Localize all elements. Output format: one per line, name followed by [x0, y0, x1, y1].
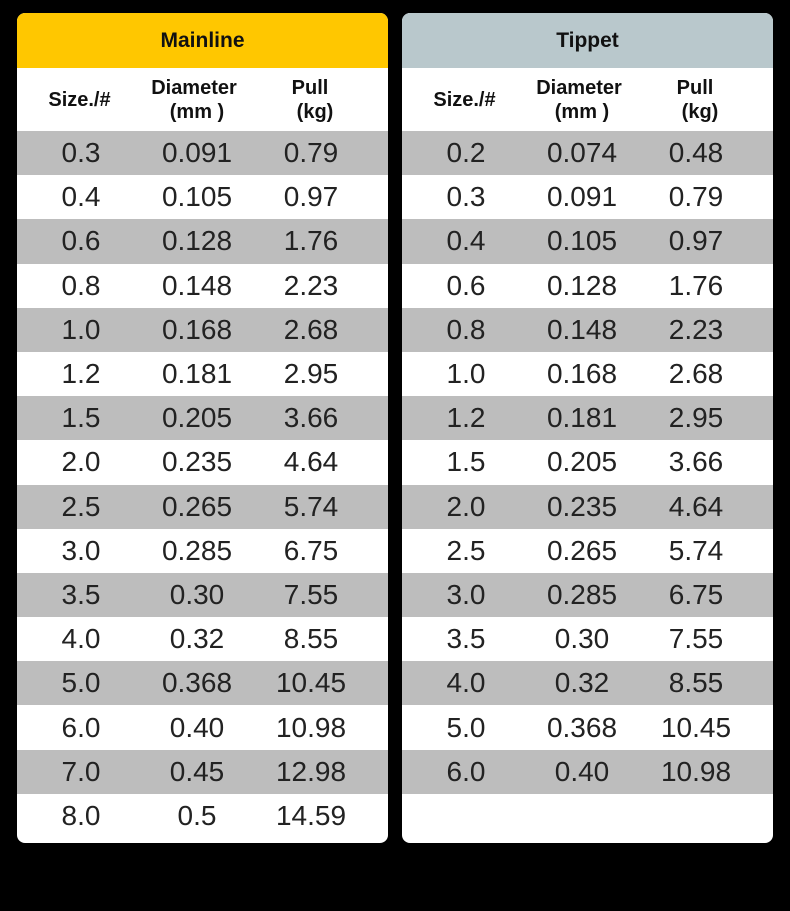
diameter-cell: 0.074: [546, 137, 618, 169]
diameter-cell: 0.205: [161, 402, 233, 434]
size-cell: 3.5: [61, 578, 101, 610]
diameter-cell: 0.30: [169, 578, 225, 610]
diameter-cell: 0.128: [161, 225, 233, 257]
table-row: [402, 219, 773, 263]
pull-cell: 0.79: [283, 137, 339, 169]
diameter-header: [124, 68, 264, 131]
table-row: [17, 750, 388, 794]
pull-cell: 6.75: [668, 578, 724, 610]
table-row: [402, 131, 773, 175]
pull-cell: 14.59: [275, 799, 347, 831]
table-row: [17, 617, 388, 661]
table-row: [17, 131, 388, 175]
size-header-label: Size./#: [48, 88, 111, 111]
diameter-cell: 0.30: [554, 623, 610, 655]
table-row: [402, 750, 773, 794]
pull-cell: 10.45: [660, 711, 732, 743]
table-row: [402, 573, 773, 617]
table-row: [17, 175, 388, 219]
size-cell: 1.0: [61, 313, 101, 345]
pull-cell: 0.48: [668, 137, 724, 169]
diameter-header-label: Diameter: [151, 76, 237, 99]
size-cell: 4.0: [446, 667, 486, 699]
pull-header-label: Pull: [676, 76, 714, 99]
diameter-cell: 0.168: [546, 358, 618, 390]
size-cell: 2.0: [61, 446, 101, 478]
size-cell: 1.5: [446, 446, 486, 478]
size-cell: 0.4: [61, 181, 101, 213]
size-header: [22, 68, 137, 131]
diameter-cell: 0.148: [161, 269, 233, 301]
diameter-cell: 0.45: [169, 755, 225, 787]
pull-cell: 0.79: [668, 181, 724, 213]
diameter-cell: 0.285: [546, 578, 618, 610]
pull-cell: 10.98: [275, 711, 347, 743]
pull-cell: 5.74: [668, 534, 724, 566]
size-cell: 6.0: [446, 755, 486, 787]
pull-cell: 12.98: [275, 755, 347, 787]
size-cell: 5.0: [446, 711, 486, 743]
pull-cell: 2.68: [668, 358, 724, 390]
pull-cell: 4.64: [283, 446, 339, 478]
pull-cell: 2.95: [283, 358, 339, 390]
diameter-cell: 0.168: [161, 313, 233, 345]
pull-cell: 2.95: [668, 402, 724, 434]
table-row: [17, 529, 388, 573]
tippet-table: [402, 13, 773, 843]
table-row: [17, 396, 388, 440]
pull-header-unit: (kg): [681, 100, 719, 123]
diameter-cell: 0.181: [161, 358, 233, 390]
diameter-cell: 0.091: [546, 181, 618, 213]
size-cell: 3.0: [61, 534, 101, 566]
size-cell: 0.3: [446, 181, 486, 213]
diameter-cell: 0.148: [546, 313, 618, 345]
size-cell: 0.4: [446, 225, 486, 257]
diameter-cell: 0.181: [546, 402, 618, 434]
table-row: [402, 308, 773, 352]
pull-cell: 10.45: [275, 667, 347, 699]
diameter-cell: 0.368: [161, 667, 233, 699]
pull-header: [262, 68, 358, 131]
table-row: [17, 661, 388, 705]
mainline-column-headers: [17, 68, 388, 131]
diameter-cell: 0.40: [554, 755, 610, 787]
table-row: [17, 485, 388, 529]
pull-cell: 2.68: [283, 313, 339, 345]
size-cell: 4.0: [61, 623, 101, 655]
size-cell: 5.0: [61, 667, 101, 699]
pull-header-unit: (kg): [296, 100, 334, 123]
diameter-cell: 0.368: [546, 711, 618, 743]
table-row: [402, 440, 773, 484]
mainline-table: [17, 13, 388, 843]
size-cell: 0.3: [61, 137, 101, 169]
diameter-cell: 0.32: [554, 667, 610, 699]
size-cell: 7.0: [61, 755, 101, 787]
size-cell: 3.5: [446, 623, 486, 655]
pull-header-label: Pull: [291, 76, 329, 99]
table-row: [402, 264, 773, 308]
size-cell: 2.0: [446, 490, 486, 522]
diameter-header-label: Diameter: [536, 76, 622, 99]
table-row: [17, 794, 388, 838]
size-cell: 0.6: [61, 225, 101, 257]
table-row: [402, 529, 773, 573]
size-cell: 0.2: [446, 137, 486, 169]
pull-cell: 2.23: [668, 313, 724, 345]
table-row: [17, 219, 388, 263]
pull-cell: 8.55: [668, 667, 724, 699]
table-row: [17, 705, 388, 749]
size-cell: 0.8: [61, 269, 101, 301]
pull-cell: 3.66: [668, 446, 724, 478]
pull-cell: 5.74: [283, 490, 339, 522]
pull-cell: 10.98: [660, 755, 732, 787]
diameter-cell: 0.285: [161, 534, 233, 566]
table-row: [402, 175, 773, 219]
table-row: [17, 573, 388, 617]
table-row: [17, 308, 388, 352]
pull-cell: 7.55: [283, 578, 339, 610]
diameter-cell: 0.265: [161, 490, 233, 522]
pull-cell: 0.97: [283, 181, 339, 213]
diameter-cell: 0.40: [169, 711, 225, 743]
pull-cell: 8.55: [283, 623, 339, 655]
size-cell: 2.5: [61, 490, 101, 522]
pull-cell: 3.66: [283, 402, 339, 434]
pull-cell: 4.64: [668, 490, 724, 522]
size-cell: 1.5: [61, 402, 101, 434]
table-row: [402, 396, 773, 440]
table-row: [17, 264, 388, 308]
size-cell: 0.6: [446, 269, 486, 301]
pull-cell: 1.76: [283, 225, 339, 257]
table-row: [402, 485, 773, 529]
pull-cell: 2.23: [283, 269, 339, 301]
diameter-cell: 0.235: [161, 446, 233, 478]
size-header-label: Size./#: [433, 88, 496, 111]
diameter-cell: 0.205: [546, 446, 618, 478]
size-cell: 0.8: [446, 313, 486, 345]
tippet-title: Tippet: [402, 13, 773, 68]
diameter-cell: 0.091: [161, 137, 233, 169]
size-cell: 1.0: [446, 358, 486, 390]
diameter-cell: 0.5: [177, 799, 217, 831]
table-row: [402, 617, 773, 661]
table-row: [402, 352, 773, 396]
diameter-cell: 0.105: [546, 225, 618, 257]
diameter-header-unit: (mm ): [554, 100, 610, 123]
size-cell: 8.0: [61, 799, 101, 831]
pull-cell: 6.75: [283, 534, 339, 566]
size-cell: 1.2: [61, 358, 101, 390]
size-cell: 3.0: [446, 578, 486, 610]
diameter-cell: 0.32: [169, 623, 225, 655]
diameter-cell: 0.235: [546, 490, 618, 522]
diameter-cell: 0.105: [161, 181, 233, 213]
diameter-header: [509, 68, 649, 131]
pull-cell: 7.55: [668, 623, 724, 655]
mainline-rows: [17, 131, 388, 838]
diameter-cell: 0.265: [546, 534, 618, 566]
table-row: [402, 661, 773, 705]
table-row: [402, 705, 773, 749]
size-header: [407, 68, 522, 131]
mainline-title: Mainline: [17, 13, 388, 68]
size-cell: 1.2: [446, 402, 486, 434]
size-cell: 2.5: [446, 534, 486, 566]
tippet-rows: [402, 131, 773, 794]
table-row: [17, 440, 388, 484]
size-cell: 6.0: [61, 711, 101, 743]
pull-header: [647, 68, 743, 131]
pull-cell: 1.76: [668, 269, 724, 301]
table-row: [17, 352, 388, 396]
diameter-header-unit: (mm ): [169, 100, 225, 123]
diameter-cell: 0.128: [546, 269, 618, 301]
pull-cell: 0.97: [668, 225, 724, 257]
tippet-column-headers: [402, 68, 773, 131]
